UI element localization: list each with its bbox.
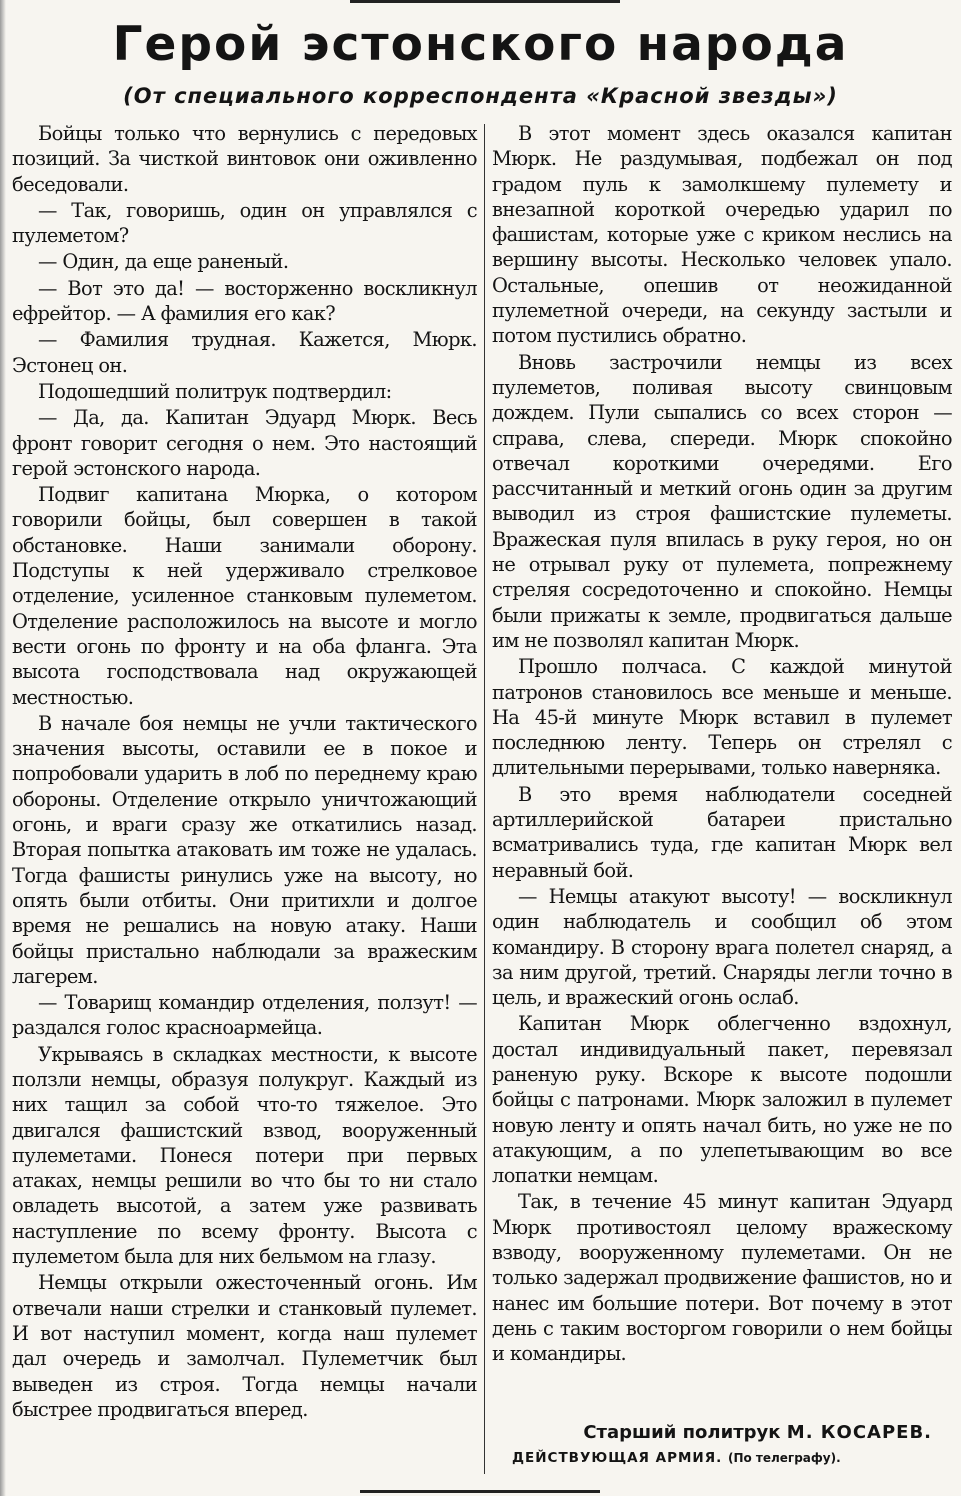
paragraph: — Немцы атакуют высоту! — воскликнул один наблюдатель и сообщил об этом командиру. В сторону врага полетел снаряд, а за ним другой, третий. Снаряды легли точно в цель, и вражеский огонь ослаб. xyxy=(492,884,952,1010)
right-column xyxy=(492,121,952,1368)
paragraph: — Товарищ командир отделения, ползут! — раздался голос красноармейца. xyxy=(12,991,477,1040)
paragraph: В это время наблюдатели соседней артиллерийской батареи пристально всматривались туда, где капитан Мюрк вел неравный бой. xyxy=(492,782,952,882)
article-subtitle: (От специального корреспондента «Красной звезды») xyxy=(123,84,838,108)
dateline-place: ДЕЙСТВУЮЩАЯ АРМИЯ. xyxy=(512,1450,723,1466)
paragraph: — Один, да еще раненый. xyxy=(38,250,289,274)
author-name: М. КОСАРЕВ. xyxy=(786,1422,932,1443)
paragraph: Немцы открыли ожесточенный огонь. Им отвечали наши стрелки и станковый пулемет. И вот наступил момент, когда наш пулемет дал очередь и замолчал. Пулеметчик был выведен из строя. Тогда немцы начали быстрее продвигаться вперед. xyxy=(12,1271,477,1421)
paragraph: — Да, да. Капитан Эдуард Мюрк. Весь фронт говорит сегодня о нем. Это настоящий герой эстонского народа. xyxy=(12,406,477,480)
paragraph: Так, в течение 45 минут капитан Эдуард Мюрк противостоял целому вражескому взводу, вооруженному пулеметами. Он не только задержал продвижение фашистов, но и нанес им большие потери. Вот почему в этот день с таким восторгом говорили о нем бойцы и командиры. xyxy=(492,1190,952,1366)
author-signature xyxy=(492,1421,932,1445)
paragraph: В начале боя немцы не учли тактического значения высоты, оставили ее в покое и попробовали ударить в лоб по переднему краю обороны. Отделение открыло уничтожающий огонь, и враги сразу же откатились назад. Вторая попытка атаковать им тоже не удалась. Тогда фашисты ринулись уже на высоту, но опять были отбиты. Они притихли и долгое время не решались на новую атаку. Наши бойцы пристально наблюдали за вражеским лагерем. xyxy=(12,711,477,988)
article-title: Герой эстонского народа xyxy=(112,17,849,72)
bottom-rule xyxy=(360,1490,600,1493)
paragraph: Капитан Мюрк облегченно вздохнул, достал индивидуальный пакет, перевязал раненую руку. Вскоре к высоте подошли бойцы с патронами. Мюрк заложил в пулемет новую ленту и опять начал бить, но уже не по атакующим, а по улепетывающим во все лопатки немцам. xyxy=(492,1012,952,1188)
paragraph: Вновь застрочили немцы из всех пулеметов, поливая высоту свинцовым дождем. Пули сыпались со всех сторон — справа, слева, спереди. Мюрк спокойно отвечал короткими очередями. Его рассчитанный и меткий огонь один за другим выводил из строя фашистские пулеметы. Вражеская пуля впилась в руку героя, но он не отрывал руку от пулемета, попрежнему стреляя сосредоточенно и спокойно. Немцы были прижаты к земле, продвигаться дальше им не позволял капитан Мюрк. xyxy=(492,350,952,652)
paragraph: Укрываясь в складках местности, к высоте ползли немцы, образуя полукруг. Каждый из них тащил за собой что-то тяжелое. Это двигался фашистский взвод, вооруженный пулеметами. Понеся потери при первых атаках, немцы решили во что бы то ни стало овладеть высотой, а затем уже развивать наступление по всему фронту. Высота с пулеметом была для них бельмом на глазу. xyxy=(12,1042,477,1269)
paragraph: В этот момент здесь оказался капитан Мюрк. Не раздумывая, подбежал он под градом пуль к замолкшему пулемету и внезапной короткой очередью ударил по фашистам, которые уже с криком неслись на вершину высоты. Несколько человек упало. Остальные, опешив от неожиданной пулеметной очереди, на секунду застыли и потом пустились обратно. xyxy=(492,122,952,348)
top-rule xyxy=(350,0,620,3)
paragraph: — Вот это да! — восторженно воскликнул ефрейтор. — А фамилия его как? xyxy=(12,276,477,326)
page-edge-shadow xyxy=(0,0,6,1496)
paragraph: Прошло полчаса. С каждой минутой патронов становилось все меньше и меньше. На 45-й минуте Мюрк вставил в пулемет последнюю ленту. Теперь он стрелял с длительными перерывами, только наверняка. xyxy=(492,655,952,780)
paragraph: Подвиг капитана Мюрка, о котором говорили бойцы, был совершен в такой обстановке. Наши занимали оборону. Подступы к ней удерживало стрелковое отделение, усиленное станковым пулеметом. Отделение расположилось на высоте и могло вести огонь по фронту и на оба фланга. Эта высота господствовала над окружающей местностью. xyxy=(12,483,477,709)
paragraph: Подошедший политрук подтвердил: xyxy=(38,379,392,403)
author-rank: Старший политрук xyxy=(583,1422,781,1443)
dateline xyxy=(512,1447,942,1469)
left-column xyxy=(12,121,477,1423)
dateline-source: (По телеграфу). xyxy=(727,1451,841,1465)
column-divider xyxy=(484,124,485,1474)
paragraph: Бойцы только что вернулись с передовых позиций. За чисткой винтовок они оживленно беседовали. xyxy=(12,122,477,196)
paragraph: — Так, говоришь, один он управлялся с пулеметом? xyxy=(12,198,477,248)
paragraph: — Фамилия трудная. Кажется, Мюрк. Эстонец он. xyxy=(12,328,477,377)
